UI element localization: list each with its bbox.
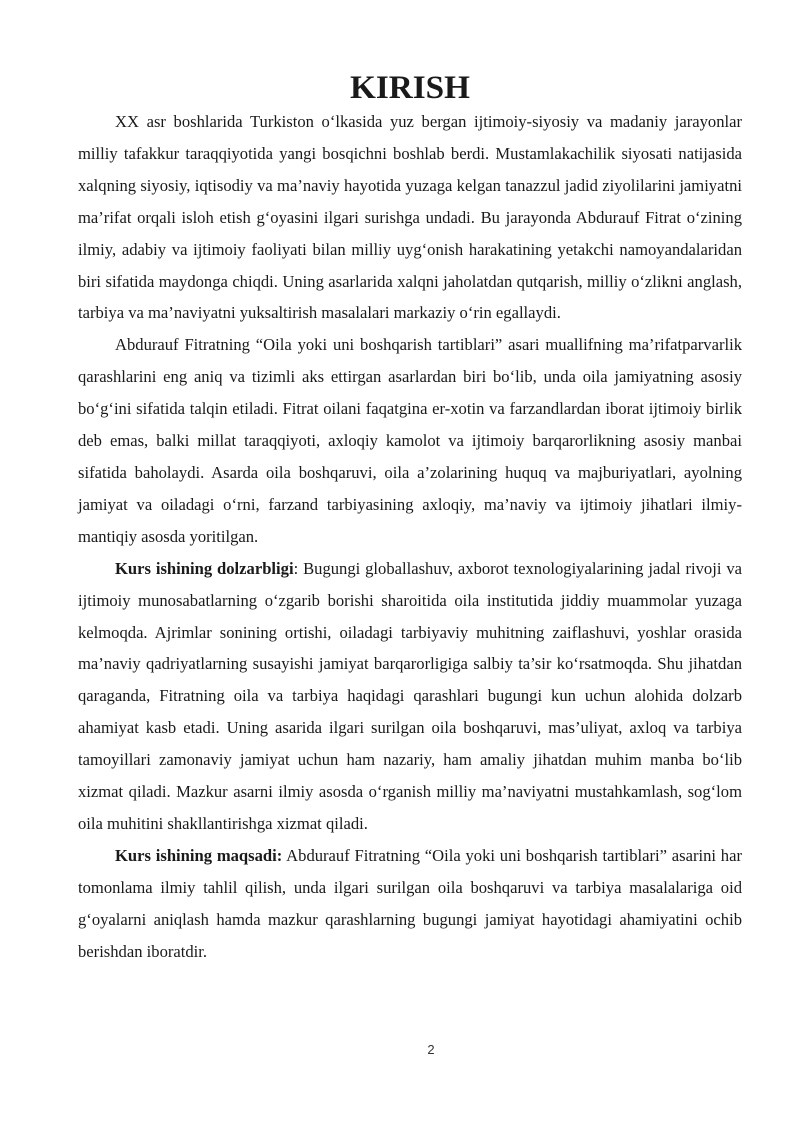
paragraph-relevance [78,553,742,840]
section-title: KIRISH [350,69,470,106]
document-page [78,70,742,967]
paragraph-introduction [78,106,742,329]
paragraph-lead-goal: Kurs ishining maqsadi: [115,845,283,865]
paragraph-text: : Bugungi globallashuv, axborot texnologiyalarining jadal rivoji va ijtimoiy munosabatlarning o‘zgarib borishi sharoitida oila institutida jiddiy muammolar yuzaga kelmoqda. Ajrimlar sonining ortishi, oiladagi tarbiyaviy muhitning zaiflashuvi, yoshlar orasida ma’naviy qadriyatlarning susayishi jamiyat barqarorligiga salbiy ta’sir ko‘rsatmoqda. Shu jihatdan qaraganda, Fitratning oila va tarbiya haqidagi qarashlari bugungi kun uchun alohida dolzarb ahamiyat kasb etadi. Uning asarida ilgari surilgan oila boshqaruvi, mas’uliyat, axloq va tarbiya tamoyillari zamonaviy jamiyat uchun ham nazariy, ham amaliy jihatdan muhim manba bo‘lib xizmat qiladi. Mazkur asarni ilmiy asosda o‘rganish milliy ma’naviyatni mustahkamlash, sog‘lom oila muhitini shakllantirishga xizmat qiladi. [78,558,743,833]
paragraph-text: Abdurauf Fitratning “Oila yoki uni boshqarish tartiblari” asarini har tomonlama ilmiy tahlil qilish, unda ilgari surilgan oila boshqaruvi va tarbiya masalalariga oid g‘oyalarni aniqlash hamda mazkur qarashlarning bugungi jamiyat hayotidagi ahamiyatini ochib berishdan iboratdir. [78,845,742,961]
paragraph-goal [78,840,742,968]
page-number: 2 [427,1042,435,1057]
paragraph-fitrat-work [78,329,742,552]
paragraph-text: Abdurauf Fitratning “Oila yoki uni boshqarish tartiblari” asari muallifning ma’rifatparvarlik qarashlarini eng aniq va tizimli aks ettirgan asarlardan biri bo‘lib, unda oila jamiyatning asosiy bo‘g‘ini sifatida talqin etiladi. Fitrat oilani faqatgina er-xotin va farzandlardan iborat ijtimoiy birlik deb emas, balki millat taraqqiyoti, axloqiy kamolot va ijtimoiy barqarorlikning asosiy manbai sifatida baholaydi. Asarda oila boshqaruvi, oila a’zolarining huquq va majburiyatlari, ayolning jamiyat va oiladagi o‘rni, farzand tarbiyasining axloqiy, ma’naviy va ijtimoiy jihatlari ilmiy-mantiqiy asosda yoritilgan. [78,335,742,546]
paragraph-lead-relevance: Kurs ishining dolzarbligi [115,558,294,578]
paragraph-text: XX asr boshlarida Turkiston o‘lkasida yuz bergan ijtimoiy-siyosiy va madaniy jarayonlar milliy tafakkur taraqqiyotida yangi bosqichni boshlab berdi. Mustamlakachilik siyosati natijasida xalqning siyosiy, iqtisodiy va ma’naviy hayotida yuzaga kelgan tanazzul jadid ziyolilarini jamiyatni ma’rifat orqali isloh etish g‘oyasini ilgari surishga undadi. Bu jarayonda Abdurauf Fitrat o‘zining ilmiy, adabiy va ijtimoiy faoliyati bilan milliy uyg‘onish harakatining yetakchi namoyandalaridan biri sifatida maydonga chiqdi. Uning asarlarida xalqni jaholatdan qutqarish, milliy o‘zlikni anglash, tarbiya va ma’naviyatni yuksaltirish masalalari markaziy o‘rin egallaydi. [78,112,742,323]
